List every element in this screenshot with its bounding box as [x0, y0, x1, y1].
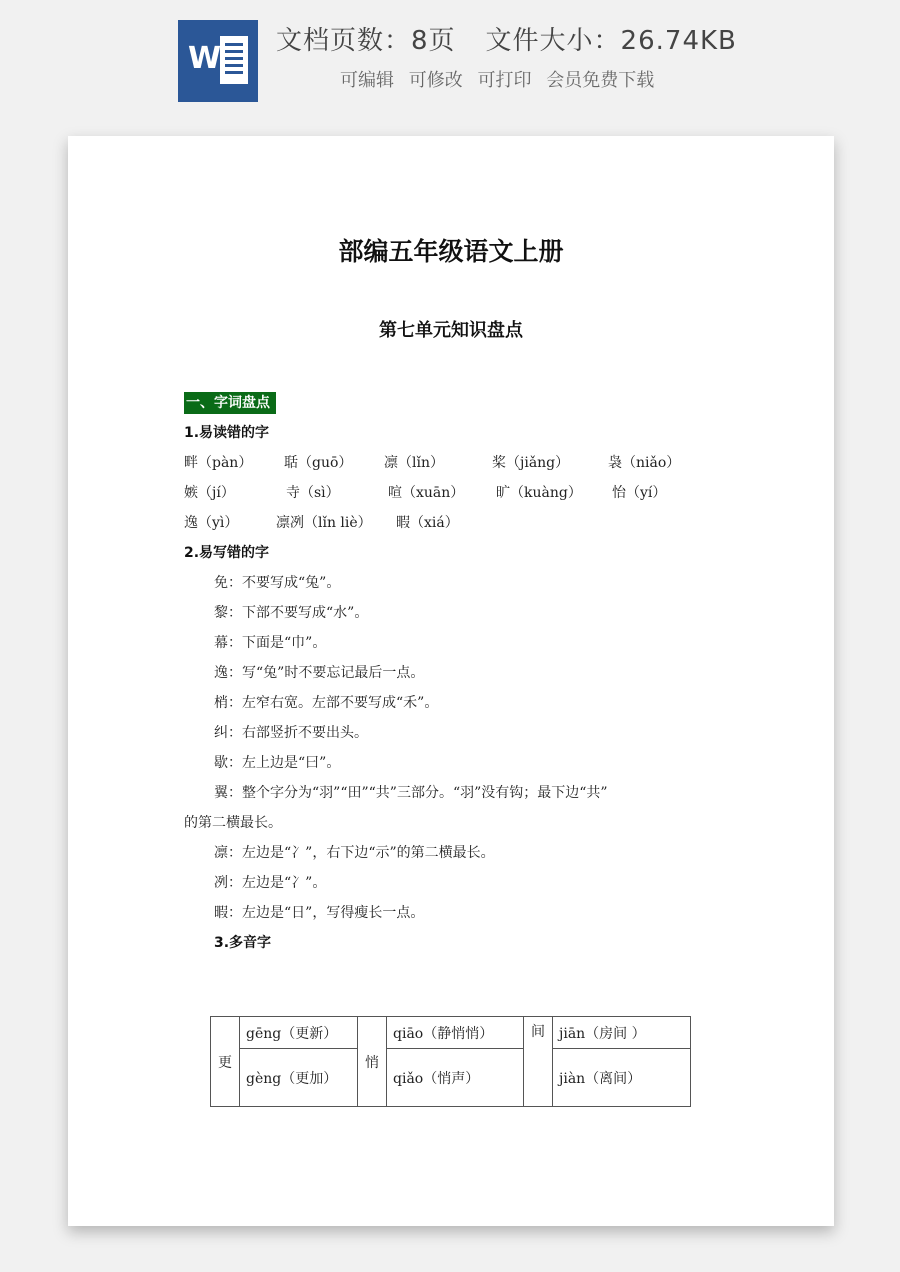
misread-heading: 1.易读错的字 [184, 425, 270, 441]
list-item: 黎：下部不要写成“水”。 [214, 605, 369, 621]
list-item: 梢：左窄右宽。左部不要写成“禾”。 [214, 695, 439, 711]
misread-row-2 [184, 483, 784, 503]
list-item: 逸：写“兔”时不要忘记最后一点。 [214, 665, 425, 681]
list-item: 歇：左上边是“曰”。 [214, 755, 341, 771]
table-cell-char: 悄 [358, 1017, 387, 1107]
list-item: 畔（pàn） [184, 455, 253, 471]
feature-modifiable: 可修改 [408, 70, 463, 91]
list-item: 翼：整个字分为“羽”“田”“共”三部分。“羽”没有钩；最下边“共” [214, 785, 608, 801]
list-item: 袅（niǎo） [608, 455, 681, 471]
feature-member-free: 会员免费下载 [546, 70, 655, 91]
table-cell-reading: jiān（房间 ） [553, 1017, 691, 1049]
list-item: 冽：左边是“冫”。 [214, 875, 327, 891]
list-item: 凛：左边是“冫”，右下边“示”的第二横最长。 [214, 845, 495, 861]
polyphone-table [210, 1016, 691, 1107]
list-item: 桨（jiǎng） [492, 455, 570, 471]
list-item: 逸（yì） [184, 515, 239, 531]
list-item: 幕：下面是“巾”。 [214, 635, 327, 651]
table-cell-reading: qiǎo（悄声） [387, 1049, 524, 1107]
list-item: 怡（yí） [612, 485, 667, 501]
file-size: 文件大小：26.74KB [485, 26, 737, 56]
feature-list [340, 66, 663, 92]
miswrite-heading: 2.易写错的字 [184, 545, 270, 561]
page-count: 文档页数：8页 [276, 26, 456, 56]
list-item: 凛（lǐn） [384, 455, 444, 471]
sheet-icon [220, 36, 248, 84]
list-item: 纠：右部竖折不要出头。 [214, 725, 368, 741]
list-item: 聒（guō） [284, 455, 353, 471]
table-cell-reading: jiàn（离间） [553, 1049, 691, 1107]
list-item-continuation: 的第二横最长。 [184, 815, 282, 831]
word-document-icon [178, 20, 258, 102]
table-cell-reading: gēng（更新） [240, 1017, 358, 1049]
misread-row-3 [184, 513, 784, 533]
table-cell-char: 更 [211, 1017, 240, 1107]
table-cell-char: 间 [524, 1017, 553, 1107]
feature-printable: 可打印 [477, 70, 532, 91]
list-item: 暇：左边是“日”，写得瘦长一点。 [214, 905, 425, 921]
list-item: 旷（kuàng） [496, 485, 582, 501]
document-page [68, 136, 834, 1226]
feature-editable: 可编辑 [340, 70, 394, 91]
misread-row-1 [184, 453, 784, 473]
file-info-line [276, 20, 737, 57]
document-title: 部编五年级语文上册 [338, 237, 564, 266]
list-item: 寺（sì） [286, 485, 340, 501]
list-item: 凛冽（lǐn liè） [276, 515, 372, 531]
document-subtitle: 第七单元知识盘点 [379, 320, 523, 341]
list-item: 嫉（jí） [184, 485, 235, 501]
section-heading-words: 一、字词盘点 [184, 392, 276, 414]
list-item: 喧（xuān） [388, 485, 465, 501]
list-item: 免：不要写成“兔”。 [214, 575, 341, 591]
polyphone-heading: 3.多音字 [214, 935, 272, 951]
table-cell-reading: qiāo（静悄悄） [387, 1017, 524, 1049]
word-letter-icon: W [188, 41, 222, 76]
list-item: 暇（xiá） [396, 515, 459, 531]
table-cell-reading: gèng（更加） [240, 1049, 358, 1107]
header-banner [0, 0, 900, 120]
